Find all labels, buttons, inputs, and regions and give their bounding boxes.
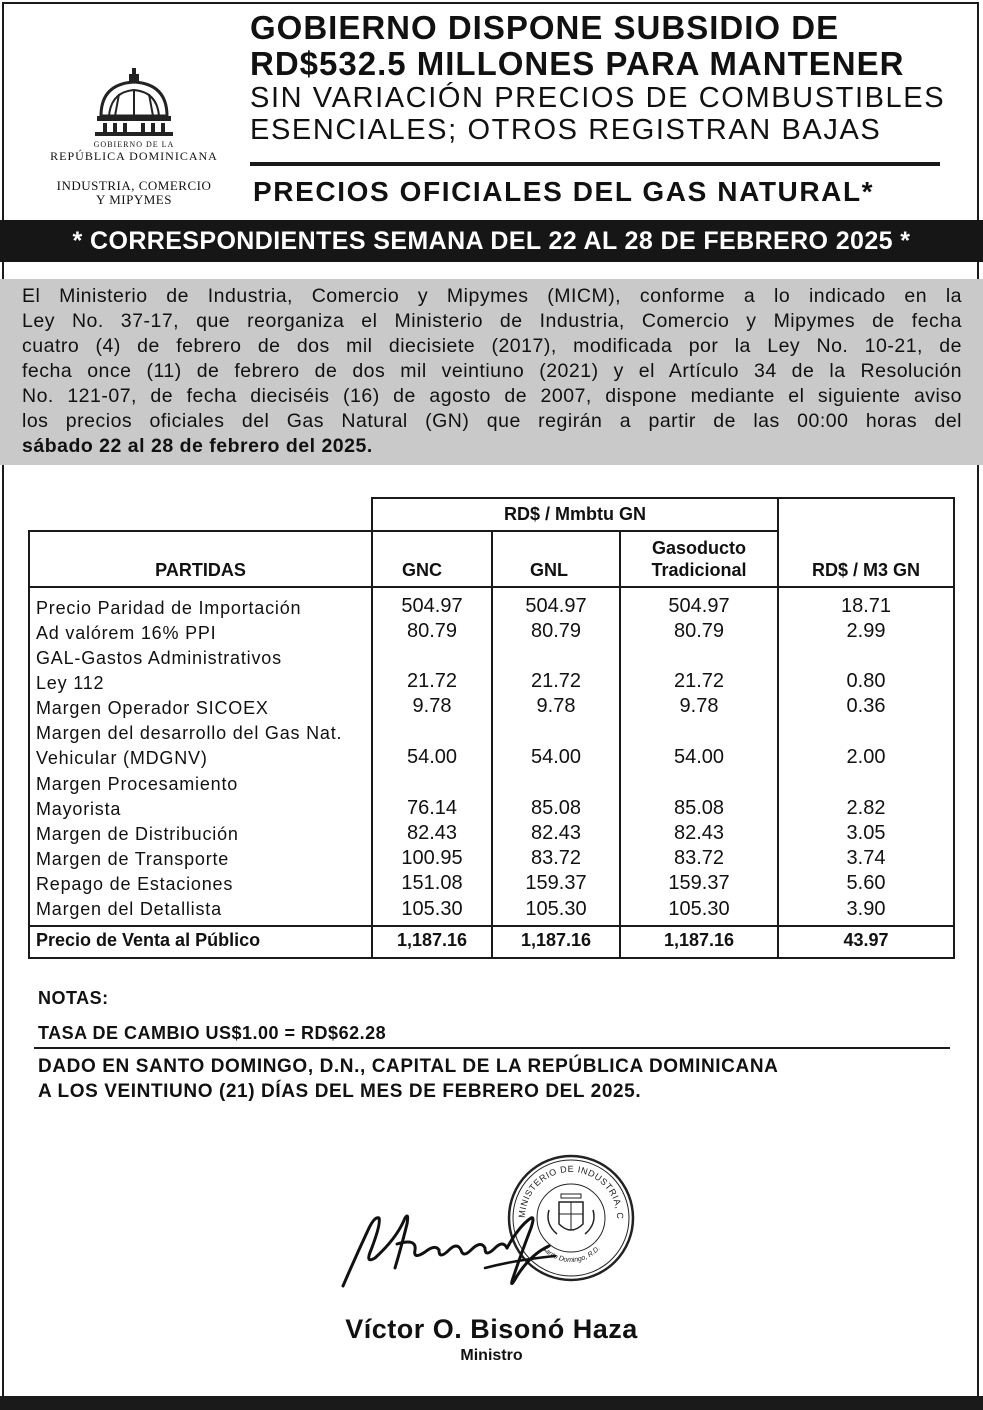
cell-m3: 18.71 xyxy=(840,595,892,617)
total-m3: 43.97 xyxy=(843,930,889,950)
row-label: Margen Procesamiento xyxy=(36,774,239,794)
cell-gnl: 9.78 xyxy=(536,695,576,717)
table-border-top xyxy=(371,497,955,499)
row-label: Precio Paridad de Importación xyxy=(36,598,302,618)
cell-m3: 3.05 xyxy=(846,822,886,844)
header-partidas: PARTIDAS xyxy=(155,560,246,580)
logo-republic-text: REPÚBLICA DOMINICANA xyxy=(50,149,218,163)
cell-gnl: 105.30 xyxy=(525,898,587,920)
section-title: PRECIOS OFICIALES DEL GAS NATURAL* xyxy=(253,176,875,207)
cell-gasoducto: 80.79 xyxy=(673,620,725,642)
cell-gasoducto: 54.00 xyxy=(673,746,725,768)
cell-gnl: 82.43 xyxy=(530,822,582,844)
cell-gnl: 21.72 xyxy=(530,670,582,692)
row-label: Margen Operador SICOEX xyxy=(36,698,269,718)
cell-m3: 3.90 xyxy=(846,898,886,920)
row-label: Margen del Detallista xyxy=(36,899,222,919)
cell-m3: 3.74 xyxy=(846,847,886,869)
cell-gnc: 105.30 xyxy=(401,898,463,920)
intro-line: fecha once (11) de febrero de dos mil veintiuno (2021) y el Artículo 34 de la Resolución xyxy=(22,360,962,382)
table-border-left xyxy=(28,530,30,959)
signer-name: Víctor O. Bisonó Haza xyxy=(345,1314,638,1344)
cell-gasoducto: 159.37 xyxy=(668,872,730,894)
signature-icon xyxy=(335,1198,565,1298)
row-label: Repago de Estaciones xyxy=(36,874,234,894)
intro-line: Ley No. 37-17, que reorganiza el Ministerio de Industria, Comercio y Mipymes de fecha xyxy=(22,310,962,332)
intro-line: cuatro (4) de febrero de dos mil diecisiete (2017), modificada por la Ley No. 10-21, de xyxy=(22,335,962,357)
headline-line-1: GOBIERNO DISPONE SUBSIDIO DE xyxy=(250,9,840,46)
cell-gnc: 504.97 xyxy=(401,595,463,617)
row-label: Margen de Transporte xyxy=(36,849,230,869)
group-header: RD$ / Mmbtu GN xyxy=(504,504,646,524)
cell-gasoducto: 21.72 xyxy=(673,670,725,692)
seal-ring-text: MINISTERIO DE INDUSTRIA, C xyxy=(516,1163,626,1220)
table-border-right xyxy=(953,497,955,959)
cell-gnl: 85.08 xyxy=(530,797,582,819)
cell-gasoducto: 105.30 xyxy=(668,898,730,920)
seal-city-text: Santo Domingo, R.D. xyxy=(540,1244,602,1265)
intro-line: los precios oficiales del Gas Natural (GN) que regirán a partir de las 00:00 horas del xyxy=(22,410,962,432)
headline-line-4: ESENCIALES; OTROS REGISTRAN BAJAS xyxy=(250,114,882,146)
row-label: GAL-Gastos Administrativos xyxy=(36,648,282,668)
row-label: Ley 112 xyxy=(36,673,105,693)
footer-bar xyxy=(0,1396,983,1410)
headline-line-2: RD$532.5 MILLONES PARA MANTENER xyxy=(250,45,905,82)
header-gnc: GNC xyxy=(402,560,442,580)
cell-gasoducto: 83.72 xyxy=(673,847,725,869)
cell-gnc: 54.00 xyxy=(406,746,458,768)
cell-gnc: 100.95 xyxy=(401,847,463,869)
intro-date-line: sábado 22 al 28 de febrero del 2025. xyxy=(22,435,373,457)
header-gasoducto-line-1: Gasoducto xyxy=(651,538,746,558)
cell-gnc: 21.72 xyxy=(406,670,458,692)
cell-gasoducto: 82.43 xyxy=(673,822,725,844)
cell-gnc: 9.78 xyxy=(412,695,452,717)
total-gnc: 1,187.16 xyxy=(396,930,468,950)
header-gasoducto xyxy=(621,537,777,581)
header-gasoducto-line-2: Tradicional xyxy=(651,560,747,580)
cell-gasoducto: 85.08 xyxy=(673,797,725,819)
cell-m3: 2.99 xyxy=(846,620,886,642)
week-banner: * CORRESPONDIENTES SEMANA DEL 22 AL 28 DE FEBRERO 2025 * xyxy=(0,220,983,262)
cell-m3: 5.60 xyxy=(846,872,886,894)
given-at-line-1: DADO EN SANTO DOMINGO, D.N., CAPITAL DE LA REPÚBLICA DOMINICANA xyxy=(38,1056,779,1077)
cell-gnl: 83.72 xyxy=(530,847,582,869)
cell-gnl: 54.00 xyxy=(530,746,582,768)
cell-gnl: 504.97 xyxy=(525,595,587,617)
cell-m3: 2.00 xyxy=(846,746,886,768)
intro-line: No. 121-07, de fecha dieciséis (16) de agosto de 2007, dispone mediante el siguiente aviso xyxy=(22,385,962,407)
cell-gnc: 82.43 xyxy=(406,822,458,844)
row-label: Margen de Distribución xyxy=(36,824,239,844)
row-label: Vehicular (MDGNV) xyxy=(36,748,208,768)
logo-ministry-line-1: INDUSTRIA, COMERCIO xyxy=(56,178,212,193)
notes-divider xyxy=(34,1047,950,1049)
logo-gov-text: GOBIERNO DE LA xyxy=(93,140,175,149)
total-gasoducto: 1,187.16 xyxy=(663,930,735,950)
cell-gnc: 80.79 xyxy=(406,620,458,642)
headline-line-3: SIN VARIACIÓN PRECIOS DE COMBUSTIBLES xyxy=(250,82,946,114)
cell-gasoducto: 9.78 xyxy=(679,695,719,717)
total-label: Precio de Venta al Público xyxy=(36,930,261,950)
cell-m3: 0.36 xyxy=(846,695,886,717)
cell-gnc: 151.08 xyxy=(401,872,463,894)
signer-role: Ministro xyxy=(460,1347,523,1364)
header-gnl: GNL xyxy=(530,560,568,580)
cell-gnc: 76.14 xyxy=(406,797,458,819)
notes-title: NOTAS: xyxy=(38,988,109,1008)
intro-line: El Ministerio de Industria, Comercio y Mipymes (MICM), conforme a lo indicado en la xyxy=(22,285,962,307)
cell-gnl: 80.79 xyxy=(530,620,582,642)
handwritten-signature xyxy=(335,1198,565,1303)
cell-gnl: 159.37 xyxy=(525,872,587,894)
row-label: Ad valórem 16% PPI xyxy=(36,623,217,643)
exchange-rate: TASA DE CAMBIO US$1.00 = RD$62.28 xyxy=(38,1023,387,1043)
cell-m3: 0.80 xyxy=(846,670,886,692)
logo-ministry-line-2: Y MIPYMES xyxy=(96,192,172,207)
cell-gasoducto: 504.97 xyxy=(668,595,730,617)
table-rule-header-top xyxy=(28,530,779,532)
total-gnl: 1,187.16 xyxy=(520,930,592,950)
given-at-line-2: A LOS VEINTIUNO (21) DÍAS DEL MES DE FEBRERO DEL 2025. xyxy=(38,1081,642,1102)
row-label: Margen del desarrollo del Gas Nat. xyxy=(36,723,343,743)
row-label: Mayorista xyxy=(36,799,122,819)
cell-m3: 2.82 xyxy=(846,797,886,819)
header-m3: RD$ / M3 GN xyxy=(811,560,921,580)
